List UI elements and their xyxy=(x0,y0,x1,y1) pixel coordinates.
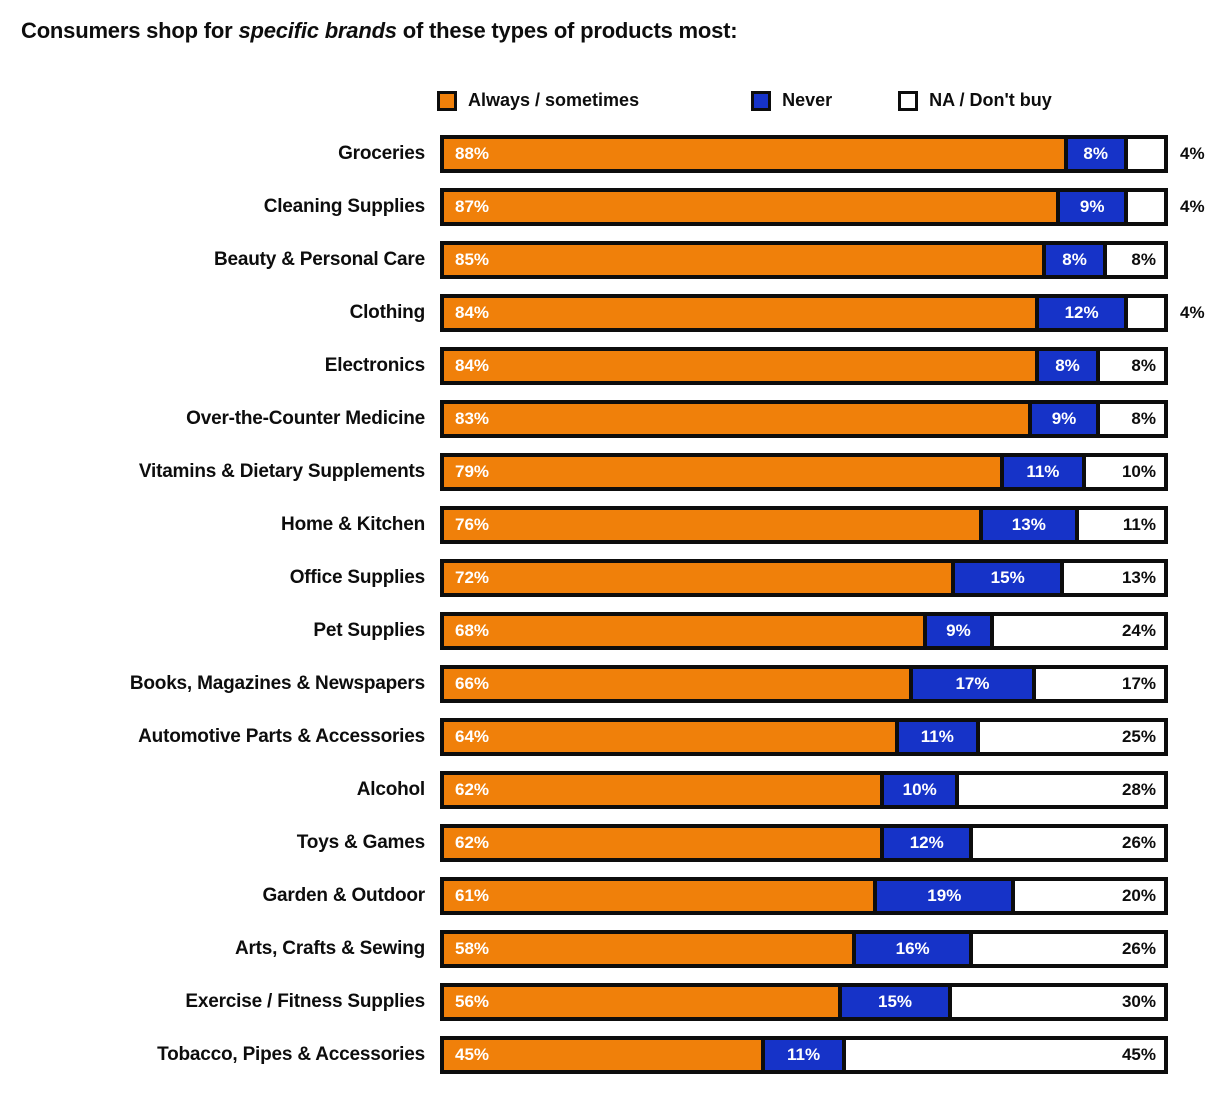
legend-item-never xyxy=(751,90,832,111)
segment-na xyxy=(1086,457,1164,487)
segment-always-value: 62% xyxy=(455,780,490,799)
segment-na xyxy=(973,934,1164,964)
segment-always-value: 85% xyxy=(455,250,490,269)
segment-always xyxy=(444,722,895,752)
segment-na xyxy=(959,775,1164,805)
category-label: Cleaning Supplies xyxy=(263,196,425,217)
na-outside-value: 4% xyxy=(1180,144,1205,163)
segment-never-value: 8% xyxy=(1083,144,1108,163)
segment-always-value: 88% xyxy=(455,144,490,163)
segment-never xyxy=(880,775,958,805)
category-label: Exercise / Fitness Supplies xyxy=(185,991,425,1012)
segment-na xyxy=(1015,881,1164,911)
chart-row xyxy=(0,294,1226,332)
segment-na-value: 8% xyxy=(1131,356,1156,375)
stacked-bar xyxy=(440,453,1168,491)
segment-na xyxy=(1079,510,1164,540)
segment-always-value: 66% xyxy=(455,674,490,693)
segment-na-value: 11% xyxy=(1122,515,1156,534)
category-label: Home & Kitchen xyxy=(281,514,425,535)
segment-always-value: 56% xyxy=(455,992,490,1011)
category-label: Automotive Parts & Accessories xyxy=(138,726,425,747)
segment-na-value: 45% xyxy=(1121,1045,1156,1064)
segment-never xyxy=(979,510,1079,540)
stacked-bar xyxy=(440,718,1168,756)
segment-never xyxy=(909,669,1037,699)
segment-never xyxy=(852,934,973,964)
segment-always xyxy=(444,457,1000,487)
segment-always-value: 45% xyxy=(455,1045,490,1064)
segment-na xyxy=(973,828,1164,858)
segment-never-value: 10% xyxy=(902,780,937,799)
segment-never-value: 8% xyxy=(1062,250,1087,269)
legend-swatch-always-icon xyxy=(437,91,457,111)
category-label: Pet Supplies xyxy=(313,620,425,641)
segment-always xyxy=(444,192,1056,222)
segment-never xyxy=(873,881,1015,911)
segment-na xyxy=(994,616,1164,646)
category-label: Books, Magazines & Newspapers xyxy=(129,673,425,694)
segment-always-value: 62% xyxy=(455,833,490,852)
category-label: Alcohol xyxy=(356,779,425,800)
segment-na xyxy=(1100,351,1164,381)
chart-title xyxy=(0,18,1226,44)
segment-always xyxy=(444,616,923,646)
segment-never xyxy=(1056,192,1127,222)
category-label: Electronics xyxy=(324,355,425,376)
segment-never-value: 15% xyxy=(878,992,913,1011)
segment-never xyxy=(951,563,1065,593)
segment-always xyxy=(444,139,1064,169)
segment-always-value: 76% xyxy=(455,515,490,534)
legend-item-always xyxy=(437,90,639,111)
segment-always-value: 87% xyxy=(455,197,490,216)
segment-na xyxy=(1128,139,1164,169)
segment-na-value: 24% xyxy=(1121,621,1156,640)
stacked-bar xyxy=(440,400,1168,438)
segment-always-value: 68% xyxy=(455,621,490,640)
stacked-bar xyxy=(440,188,1168,226)
segment-always xyxy=(444,987,838,1017)
segment-never-value: 16% xyxy=(895,939,930,958)
chart-row xyxy=(0,877,1226,915)
stacked-bar xyxy=(440,983,1168,1021)
segment-never xyxy=(1028,404,1099,434)
stacked-bar xyxy=(440,559,1168,597)
stacked-bar xyxy=(440,241,1168,279)
segment-always xyxy=(444,881,873,911)
segment-always xyxy=(444,510,979,540)
segment-always-value: 72% xyxy=(455,568,490,587)
segment-never xyxy=(1035,298,1127,328)
segment-always xyxy=(444,245,1042,275)
segment-never-value: 9% xyxy=(1079,197,1105,216)
segment-na xyxy=(1064,563,1164,593)
stacked-bar xyxy=(440,135,1168,173)
category-label: Arts, Crafts & Sewing xyxy=(234,938,425,959)
chart-row xyxy=(0,1036,1226,1074)
segment-na-value: 8% xyxy=(1131,250,1156,269)
segment-na-value: 20% xyxy=(1121,886,1156,905)
segment-never xyxy=(1000,457,1085,487)
segment-always-value: 64% xyxy=(455,727,490,746)
segment-na xyxy=(980,722,1164,752)
chart-row xyxy=(0,188,1226,226)
segment-na xyxy=(1036,669,1164,699)
chart-row xyxy=(0,347,1226,385)
category-label: Vitamins & Dietary Supplements xyxy=(138,461,425,482)
stacked-bar xyxy=(440,347,1168,385)
segment-never-value: 13% xyxy=(1011,515,1046,534)
segment-never xyxy=(895,722,980,752)
category-label: Groceries xyxy=(338,143,425,164)
segment-always-value: 58% xyxy=(455,939,490,958)
chart-row xyxy=(0,665,1226,703)
stacked-bar xyxy=(440,506,1168,544)
stacked-bar xyxy=(440,824,1168,862)
stacked-bar xyxy=(440,612,1168,650)
segment-always xyxy=(444,1040,761,1070)
segment-na xyxy=(952,987,1164,1017)
legend xyxy=(437,90,1226,111)
segment-never-value: 12% xyxy=(1064,303,1099,322)
chart-row xyxy=(0,241,1226,279)
chart-rows xyxy=(0,135,1226,1074)
segment-never-value: 11% xyxy=(920,727,954,746)
segment-never-value: 11% xyxy=(786,1045,821,1064)
category-label: Garden & Outdoor xyxy=(262,885,425,906)
chart-title-emphasis: specific brands xyxy=(238,18,397,43)
segment-never-value: 9% xyxy=(946,621,971,640)
segment-always xyxy=(444,351,1035,381)
legend-label-always: Always / sometimes xyxy=(468,90,640,110)
segment-always xyxy=(444,828,880,858)
segment-na-value: 26% xyxy=(1121,833,1157,852)
segment-na-value: 13% xyxy=(1121,568,1156,587)
segment-always xyxy=(444,934,852,964)
legend-label-never: Never xyxy=(782,90,833,110)
segment-always-value: 84% xyxy=(455,356,490,375)
segment-always-value: 61% xyxy=(455,886,490,905)
segment-never-value: 11% xyxy=(1026,462,1060,481)
stacked-bar xyxy=(440,930,1168,968)
category-label: Toys & Games xyxy=(296,832,425,853)
na-outside-value: 4% xyxy=(1180,303,1205,322)
chart-row xyxy=(0,453,1226,491)
na-outside-value: 4% xyxy=(1180,197,1205,216)
segment-never xyxy=(1035,351,1099,381)
segment-always xyxy=(444,298,1035,328)
category-label: Beauty & Personal Care xyxy=(213,249,425,270)
segment-always-value: 84% xyxy=(455,303,490,322)
chart-row xyxy=(0,612,1226,650)
segment-never xyxy=(838,987,952,1017)
segment-never-value: 9% xyxy=(1051,409,1077,428)
chart-title-prefix: Consumers shop for xyxy=(21,18,239,43)
category-label: Tobacco, Pipes & Accessories xyxy=(157,1044,425,1065)
stacked-bar xyxy=(440,665,1168,703)
chart-row xyxy=(0,983,1226,1021)
segment-never xyxy=(1042,245,1106,275)
segment-never-value: 17% xyxy=(955,674,990,693)
stacked-bar xyxy=(440,771,1168,809)
segment-na xyxy=(1107,245,1164,275)
segment-na xyxy=(1128,298,1164,328)
legend-swatch-never-icon xyxy=(751,91,771,111)
segment-na xyxy=(1128,192,1164,222)
segment-always xyxy=(444,563,951,593)
stacked-bar xyxy=(440,877,1168,915)
segment-na-value: 17% xyxy=(1121,674,1157,693)
chart-row xyxy=(0,718,1226,756)
segment-never xyxy=(880,828,972,858)
chart-row xyxy=(0,135,1226,173)
segment-never-value: 15% xyxy=(990,568,1025,587)
segment-na-value: 30% xyxy=(1121,992,1156,1011)
segment-never xyxy=(923,616,994,646)
segment-na-value: 10% xyxy=(1121,462,1156,481)
category-label: Over-the-Counter Medicine xyxy=(186,408,425,429)
category-label: Office Supplies xyxy=(289,567,425,588)
segment-na xyxy=(846,1040,1164,1070)
chart-title-suffix: of these types of products most: xyxy=(396,18,738,43)
segment-always-value: 83% xyxy=(455,409,490,428)
segment-never xyxy=(761,1040,846,1070)
stacked-bar xyxy=(440,1036,1168,1074)
stacked-bar xyxy=(440,294,1168,332)
segment-always xyxy=(444,404,1028,434)
legend-swatch-na-icon xyxy=(898,91,918,111)
chart-row xyxy=(0,400,1226,438)
legend-item-na xyxy=(898,90,1052,111)
chart-row xyxy=(0,930,1226,968)
segment-never-value: 8% xyxy=(1055,356,1080,375)
category-label: Clothing xyxy=(349,302,425,323)
segment-na xyxy=(1100,404,1164,434)
chart-row xyxy=(0,506,1226,544)
segment-never-value: 19% xyxy=(927,886,962,905)
segment-na-value: 28% xyxy=(1121,780,1157,799)
chart-row xyxy=(0,771,1226,809)
legend-label-na: NA / Don't buy xyxy=(929,90,1052,110)
segment-never-value: 12% xyxy=(909,833,944,852)
segment-never xyxy=(1064,139,1128,169)
chart-row xyxy=(0,559,1226,597)
chart-row xyxy=(0,824,1226,862)
segment-na-value: 25% xyxy=(1121,727,1156,746)
segment-na-value: 26% xyxy=(1121,939,1156,958)
segment-always-value: 79% xyxy=(455,462,490,481)
segment-always xyxy=(444,669,909,699)
segment-always xyxy=(444,775,880,805)
segment-na-value: 8% xyxy=(1131,409,1156,428)
